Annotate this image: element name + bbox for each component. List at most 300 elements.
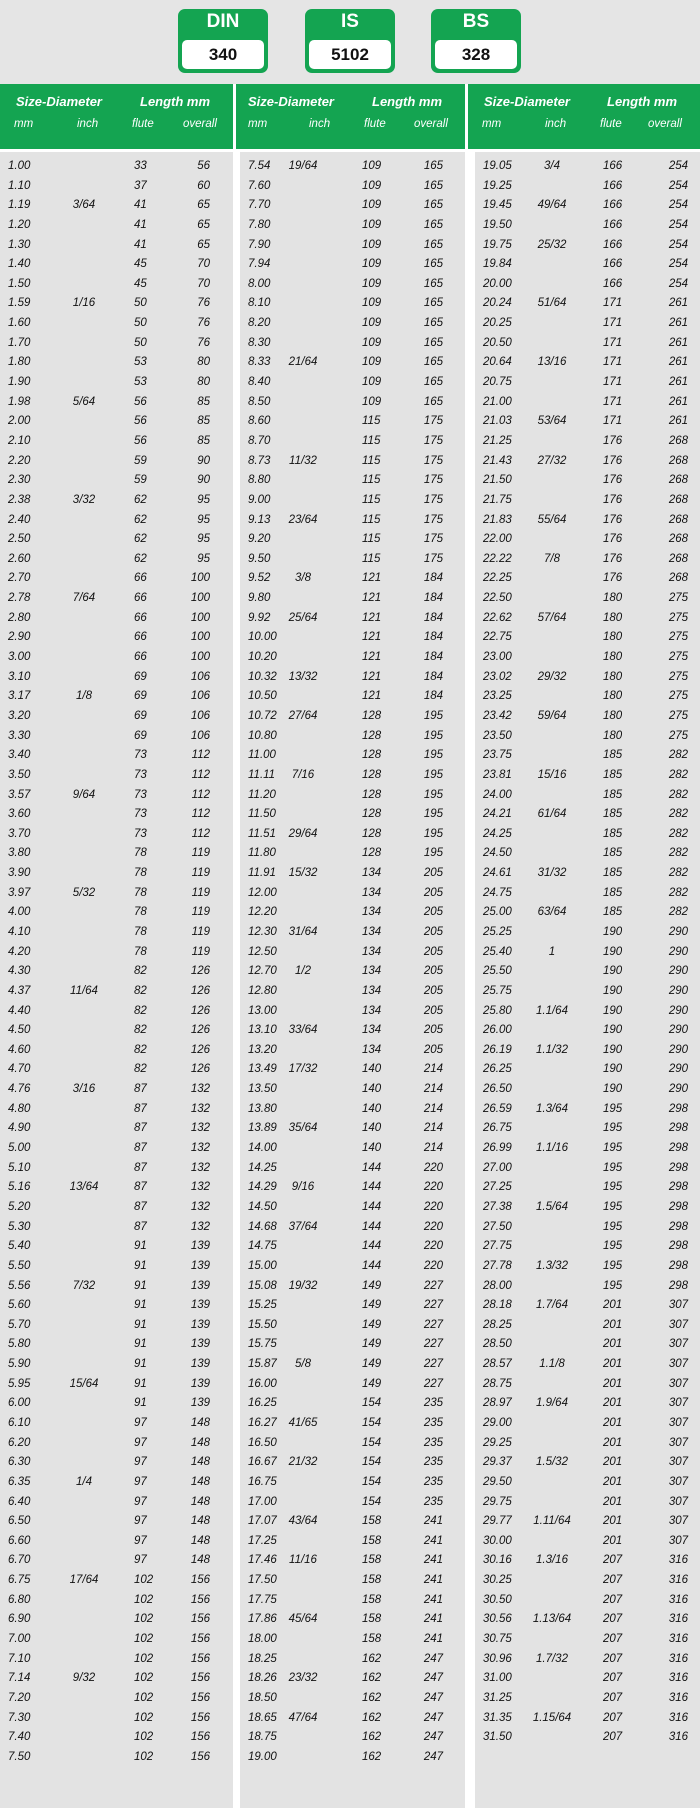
overall-length: 165 bbox=[423, 258, 443, 271]
table-row bbox=[475, 511, 700, 531]
overall-length: 119 bbox=[191, 886, 210, 899]
flute-length: 121 bbox=[362, 670, 382, 683]
overall-length: 227 bbox=[423, 1299, 443, 1312]
size-mm: 21.43 bbox=[483, 454, 512, 467]
overall-length: 290 bbox=[668, 984, 688, 997]
size-mm: 5.95 bbox=[8, 1377, 31, 1390]
size-inch: 3/8 bbox=[295, 572, 311, 585]
flute-length: 87 bbox=[134, 1181, 147, 1194]
table-row bbox=[0, 196, 233, 216]
size-mm: 3.70 bbox=[8, 827, 31, 840]
size-mm: 7.94 bbox=[248, 258, 271, 271]
size-mm: 12.00 bbox=[248, 886, 277, 899]
overall-length: 282 bbox=[668, 847, 688, 860]
flute-length: 201 bbox=[603, 1397, 623, 1410]
flute-length: 201 bbox=[603, 1299, 623, 1312]
size-mm: 6.70 bbox=[8, 1554, 31, 1567]
overall-length: 227 bbox=[423, 1358, 443, 1371]
size-inch: 5/32 bbox=[72, 886, 96, 899]
table-row bbox=[475, 1041, 700, 1061]
size-inch: 29/64 bbox=[288, 827, 318, 840]
overall-length: 298 bbox=[668, 1279, 688, 1292]
size-mm: 11.51 bbox=[248, 827, 276, 840]
size-mm: 5.80 bbox=[8, 1338, 31, 1351]
table-rows bbox=[475, 157, 700, 1748]
table-row bbox=[240, 1669, 465, 1689]
flute-length: 109 bbox=[362, 395, 382, 408]
flute-length: 66 bbox=[134, 631, 147, 644]
size-mm: 8.60 bbox=[248, 415, 271, 428]
flute-length: 115 bbox=[362, 533, 381, 546]
table-row bbox=[475, 373, 700, 393]
table-row bbox=[475, 334, 700, 354]
table-row bbox=[475, 648, 700, 668]
size-mm: 16.25 bbox=[248, 1397, 277, 1410]
flute-length: 180 bbox=[603, 670, 623, 683]
flute-length: 195 bbox=[603, 1142, 623, 1155]
flute-length: 91 bbox=[134, 1338, 147, 1351]
size-mm: 2.50 bbox=[8, 533, 31, 546]
table-row bbox=[475, 864, 700, 884]
overall-length: 184 bbox=[423, 592, 443, 605]
table-row bbox=[475, 1119, 700, 1139]
overall-length: 195 bbox=[423, 788, 443, 801]
size-mm: 15.25 bbox=[248, 1299, 277, 1312]
overall-length: 307 bbox=[668, 1495, 688, 1508]
overall-length: 106 bbox=[190, 690, 210, 703]
size-mm: 30.75 bbox=[483, 1633, 512, 1646]
flute-length: 176 bbox=[603, 572, 623, 585]
size-inch: 35/64 bbox=[288, 1122, 318, 1135]
flute-length: 166 bbox=[603, 238, 623, 251]
table-row bbox=[475, 1434, 700, 1454]
table-row bbox=[0, 1257, 233, 1277]
table-row bbox=[0, 1355, 233, 1375]
header-overall: overall bbox=[414, 118, 448, 130]
table-row bbox=[0, 1689, 233, 1709]
table-row bbox=[475, 1709, 700, 1729]
size-mm: 20.25 bbox=[483, 317, 512, 330]
size-inch: 9/32 bbox=[72, 1672, 96, 1685]
size-mm: 28.50 bbox=[483, 1338, 512, 1351]
table-row bbox=[240, 1414, 465, 1434]
flute-length: 140 bbox=[362, 1102, 382, 1115]
flute-length: 128 bbox=[362, 827, 382, 840]
table-row bbox=[240, 1689, 465, 1709]
size-mm: 19.45 bbox=[483, 199, 512, 212]
size-mm: 27.50 bbox=[483, 1220, 512, 1233]
size-mm: 11.20 bbox=[248, 788, 276, 801]
size-mm: 28.25 bbox=[483, 1318, 512, 1331]
flute-length: 140 bbox=[362, 1142, 382, 1155]
flute-length: 78 bbox=[134, 945, 147, 958]
size-mm: 2.30 bbox=[8, 474, 31, 487]
flute-length: 128 bbox=[362, 847, 382, 860]
size-inch: 23/32 bbox=[288, 1672, 318, 1685]
flute-length: 97 bbox=[134, 1495, 147, 1508]
flute-length: 201 bbox=[603, 1377, 623, 1390]
size-mm: 19.84 bbox=[483, 258, 512, 271]
table-header-3 bbox=[468, 84, 700, 149]
overall-length: 95 bbox=[197, 493, 210, 506]
flute-length: 56 bbox=[134, 415, 147, 428]
overall-length: 275 bbox=[668, 690, 688, 703]
table-row bbox=[475, 962, 700, 982]
size-mm: 24.25 bbox=[483, 827, 512, 840]
overall-length: 241 bbox=[423, 1593, 443, 1606]
table-row bbox=[475, 196, 700, 216]
overall-length: 85 bbox=[197, 434, 210, 447]
table-row bbox=[475, 805, 700, 825]
size-mm: 28.18 bbox=[483, 1299, 512, 1312]
overall-length: 205 bbox=[423, 1043, 443, 1056]
flute-length: 73 bbox=[134, 808, 147, 821]
flute-length: 87 bbox=[134, 1220, 147, 1233]
flute-length: 144 bbox=[362, 1161, 382, 1174]
overall-length: 65 bbox=[197, 238, 210, 251]
size-mm: 25.80 bbox=[483, 1004, 512, 1017]
overall-length: 195 bbox=[423, 768, 443, 781]
size-inch: 49/64 bbox=[537, 199, 567, 212]
flute-length: 87 bbox=[134, 1122, 147, 1135]
size-mm: 6.10 bbox=[8, 1417, 31, 1429]
table-row bbox=[0, 1551, 233, 1571]
overall-length: 220 bbox=[423, 1240, 443, 1253]
flute-length: 162 bbox=[362, 1711, 382, 1724]
size-mm: 15.08 bbox=[248, 1279, 277, 1292]
flute-length: 171 bbox=[603, 297, 623, 310]
overall-length: 165 bbox=[423, 218, 443, 231]
flute-length: 166 bbox=[603, 160, 623, 172]
size-inch: 1/8 bbox=[76, 690, 92, 703]
size-mm: 31.25 bbox=[483, 1691, 512, 1704]
overall-length: 247 bbox=[423, 1731, 443, 1744]
table-row bbox=[475, 687, 700, 707]
header-length-mm: Length mm bbox=[607, 94, 678, 109]
table-row bbox=[240, 452, 465, 472]
overall-length: 148 bbox=[190, 1456, 210, 1469]
size-mm: 18.65 bbox=[248, 1711, 277, 1724]
overall-length: 316 bbox=[668, 1731, 688, 1744]
overall-length: 165 bbox=[423, 356, 443, 369]
overall-length: 56 bbox=[197, 160, 210, 172]
overall-length: 126 bbox=[190, 1004, 210, 1017]
flute-length: 37 bbox=[134, 179, 147, 192]
overall-length: 261 bbox=[668, 395, 688, 408]
table-row bbox=[0, 1080, 233, 1100]
size-mm: 15.87 bbox=[248, 1358, 277, 1371]
size-mm: 31.50 bbox=[483, 1731, 512, 1744]
size-mm: 8.30 bbox=[248, 336, 271, 349]
flute-length: 207 bbox=[603, 1672, 623, 1685]
table-row bbox=[0, 1178, 233, 1198]
flute-length: 134 bbox=[362, 867, 382, 880]
table-row bbox=[240, 1453, 465, 1473]
table-row bbox=[475, 1237, 700, 1257]
size-inch: 1.15/64 bbox=[532, 1711, 572, 1724]
overall-length: 195 bbox=[423, 847, 443, 860]
overall-length: 254 bbox=[668, 179, 688, 192]
size-inch: 57/64 bbox=[537, 611, 567, 624]
flute-length: 201 bbox=[603, 1495, 623, 1508]
flute-length: 50 bbox=[134, 336, 147, 349]
overall-length: 316 bbox=[668, 1711, 688, 1724]
flute-length: 190 bbox=[603, 965, 623, 978]
overall-length: 156 bbox=[190, 1593, 210, 1606]
flute-length: 149 bbox=[362, 1377, 382, 1390]
standard-number: 5102 bbox=[309, 40, 391, 69]
size-inch: 33/64 bbox=[288, 1024, 318, 1037]
size-mm: 3.90 bbox=[8, 867, 31, 880]
overall-length: 241 bbox=[423, 1534, 443, 1547]
size-mm: 2.00 bbox=[8, 415, 31, 428]
overall-length: 268 bbox=[668, 474, 688, 487]
overall-length: 307 bbox=[668, 1338, 688, 1351]
overall-length: 290 bbox=[668, 925, 688, 938]
overall-length: 156 bbox=[190, 1574, 210, 1587]
size-mm: 16.50 bbox=[248, 1436, 277, 1449]
size-inch: 23/64 bbox=[288, 513, 318, 526]
size-mm: 7.54 bbox=[248, 160, 271, 172]
overall-length: 227 bbox=[423, 1279, 443, 1292]
overall-length: 307 bbox=[668, 1436, 688, 1449]
overall-length: 126 bbox=[190, 1063, 210, 1076]
overall-length: 195 bbox=[423, 827, 443, 840]
size-mm: 4.90 bbox=[8, 1122, 31, 1135]
table-row bbox=[240, 687, 465, 707]
overall-length: 106 bbox=[190, 729, 210, 742]
flute-length: 53 bbox=[134, 376, 147, 389]
flute-length: 176 bbox=[603, 454, 623, 467]
standard-badge-bs bbox=[431, 9, 521, 73]
overall-length: 148 bbox=[190, 1495, 210, 1508]
flute-length: 134 bbox=[362, 1004, 382, 1017]
flute-length: 171 bbox=[603, 415, 623, 428]
overall-length: 282 bbox=[668, 808, 688, 821]
flute-length: 149 bbox=[362, 1318, 382, 1331]
size-mm: 4.50 bbox=[8, 1024, 31, 1037]
table-row bbox=[240, 1139, 465, 1159]
flute-length: 176 bbox=[603, 434, 623, 447]
size-mm: 22.50 bbox=[483, 592, 512, 605]
flute-length: 121 bbox=[362, 690, 382, 703]
flute-length: 78 bbox=[134, 847, 147, 860]
table-row bbox=[475, 1473, 700, 1493]
size-inch: 31/32 bbox=[537, 867, 567, 880]
size-mm: 19.50 bbox=[483, 218, 512, 231]
overall-length: 268 bbox=[668, 493, 688, 506]
size-mm: 11.00 bbox=[248, 749, 276, 762]
overall-length: 165 bbox=[423, 336, 443, 349]
table-row bbox=[0, 471, 233, 491]
size-mm: 19.05 bbox=[483, 160, 512, 172]
table-row bbox=[0, 786, 233, 806]
size-inch: 1.13/64 bbox=[532, 1613, 572, 1626]
table-row bbox=[475, 1669, 700, 1689]
overall-length: 282 bbox=[668, 768, 688, 781]
flute-length: 91 bbox=[134, 1240, 147, 1253]
table-row bbox=[0, 1237, 233, 1257]
size-mm: 13.00 bbox=[248, 1004, 277, 1017]
flute-length: 78 bbox=[134, 925, 147, 938]
table-row bbox=[0, 1021, 233, 1041]
table-row bbox=[475, 530, 700, 550]
table-row bbox=[0, 668, 233, 688]
size-mm: 21.83 bbox=[483, 513, 512, 526]
overall-length: 316 bbox=[668, 1574, 688, 1587]
size-mm: 3.17 bbox=[8, 690, 31, 703]
table-row bbox=[240, 628, 465, 648]
size-mm: 3.10 bbox=[8, 670, 31, 683]
overall-length: 247 bbox=[423, 1691, 443, 1704]
size-inch: 63/64 bbox=[537, 906, 567, 919]
size-mm: 15.50 bbox=[248, 1318, 277, 1331]
table-row bbox=[240, 550, 465, 570]
overall-length: 275 bbox=[668, 651, 688, 664]
flute-length: 66 bbox=[134, 651, 147, 664]
flute-length: 82 bbox=[134, 1004, 147, 1017]
overall-length: 165 bbox=[423, 179, 443, 192]
table-row bbox=[475, 1060, 700, 1080]
flute-length: 128 bbox=[362, 729, 382, 742]
overall-length: 316 bbox=[668, 1554, 688, 1567]
overall-length: 119 bbox=[191, 867, 210, 880]
flute-length: 134 bbox=[362, 984, 382, 997]
flute-length: 144 bbox=[362, 1259, 382, 1272]
size-mm: 6.20 bbox=[8, 1436, 31, 1449]
size-inch: 19/64 bbox=[288, 160, 318, 172]
overall-length: 298 bbox=[668, 1181, 688, 1194]
overall-length: 100 bbox=[190, 651, 210, 664]
table-row bbox=[0, 982, 233, 1002]
flute-length: 171 bbox=[603, 336, 623, 349]
overall-length: 184 bbox=[423, 631, 443, 644]
flute-length: 102 bbox=[134, 1593, 154, 1606]
overall-length: 80 bbox=[197, 356, 210, 369]
flute-length: 109 bbox=[362, 317, 382, 330]
table-row bbox=[475, 1296, 700, 1316]
table-row bbox=[475, 1159, 700, 1179]
table-row bbox=[240, 1296, 465, 1316]
flute-length: 97 bbox=[134, 1417, 147, 1429]
table-row bbox=[240, 1355, 465, 1375]
size-mm: 14.25 bbox=[248, 1161, 277, 1174]
size-mm: 10.50 bbox=[248, 690, 277, 703]
flute-length: 144 bbox=[362, 1240, 382, 1253]
size-mm: 2.40 bbox=[8, 513, 31, 526]
overall-length: 195 bbox=[423, 729, 443, 742]
overall-length: 100 bbox=[190, 611, 210, 624]
flute-length: 102 bbox=[134, 1672, 154, 1685]
size-inch: 7/16 bbox=[291, 768, 315, 781]
flute-length: 56 bbox=[134, 395, 147, 408]
header-flute: flute bbox=[600, 118, 622, 130]
overall-length: 100 bbox=[190, 572, 210, 585]
overall-length: 165 bbox=[423, 297, 443, 310]
table-row bbox=[240, 314, 465, 334]
table-row bbox=[0, 687, 233, 707]
overall-length: 156 bbox=[190, 1731, 210, 1744]
flute-length: 109 bbox=[362, 238, 382, 251]
size-mm: 7.60 bbox=[248, 179, 271, 192]
table-row bbox=[0, 648, 233, 668]
overall-length: 235 bbox=[423, 1417, 443, 1429]
flute-length: 166 bbox=[603, 199, 623, 212]
flute-length: 121 bbox=[362, 592, 382, 605]
size-mm: 7.40 bbox=[8, 1731, 31, 1744]
flute-length: 102 bbox=[134, 1652, 154, 1665]
overall-length: 298 bbox=[668, 1220, 688, 1233]
overall-length: 139 bbox=[190, 1338, 210, 1351]
table-row bbox=[0, 903, 233, 923]
size-mm: 21.03 bbox=[483, 415, 512, 428]
flute-length: 50 bbox=[134, 317, 147, 330]
size-inch: 25/64 bbox=[288, 611, 318, 624]
overall-length: 175 bbox=[423, 454, 443, 467]
table-row bbox=[240, 1080, 465, 1100]
overall-length: 268 bbox=[668, 434, 688, 447]
flute-length: 41 bbox=[134, 218, 147, 231]
table-row bbox=[0, 1198, 233, 1218]
size-mm: 26.99 bbox=[483, 1142, 512, 1155]
table-row bbox=[0, 1493, 233, 1513]
size-mm: 5.56 bbox=[8, 1279, 31, 1292]
size-mm: 28.57 bbox=[483, 1358, 512, 1371]
flute-length: 41 bbox=[134, 199, 147, 212]
table-row bbox=[475, 844, 700, 864]
table-row bbox=[475, 1002, 700, 1022]
table-rows bbox=[240, 157, 465, 1768]
size-mm: 27.38 bbox=[483, 1200, 512, 1213]
flute-length: 180 bbox=[603, 729, 623, 742]
overall-length: 307 bbox=[668, 1515, 688, 1528]
table-row bbox=[240, 196, 465, 216]
overall-length: 235 bbox=[423, 1397, 443, 1410]
table-row bbox=[475, 1335, 700, 1355]
size-mm: 11.80 bbox=[248, 847, 276, 860]
size-mm: 1.00 bbox=[8, 160, 31, 172]
overall-length: 298 bbox=[668, 1200, 688, 1213]
overall-length: 132 bbox=[190, 1200, 210, 1213]
flute-length: 201 bbox=[603, 1318, 623, 1331]
overall-length: 156 bbox=[190, 1633, 210, 1646]
size-mm: 4.76 bbox=[8, 1083, 31, 1096]
table-row bbox=[475, 353, 700, 373]
size-inch: 11/64 bbox=[70, 984, 98, 997]
overall-length: 148 bbox=[190, 1515, 210, 1528]
overall-length: 106 bbox=[190, 709, 210, 722]
table-row bbox=[240, 530, 465, 550]
flute-length: 121 bbox=[362, 611, 382, 624]
standard-badge-din bbox=[178, 9, 268, 73]
flute-length: 66 bbox=[134, 592, 147, 605]
flute-length: 73 bbox=[134, 827, 147, 840]
overall-length: 235 bbox=[423, 1456, 443, 1469]
overall-length: 156 bbox=[190, 1711, 210, 1724]
flute-length: 185 bbox=[603, 867, 623, 880]
table-row bbox=[475, 609, 700, 629]
flute-length: 91 bbox=[134, 1259, 147, 1272]
size-mm: 25.50 bbox=[483, 965, 512, 978]
size-mm: 5.30 bbox=[8, 1220, 31, 1233]
size-inch: 1.7/64 bbox=[536, 1299, 568, 1312]
table-row bbox=[240, 432, 465, 452]
flute-length: 73 bbox=[134, 788, 147, 801]
overall-length: 254 bbox=[668, 199, 688, 212]
table-row bbox=[240, 923, 465, 943]
flute-length: 87 bbox=[134, 1161, 147, 1174]
size-mm: 2.70 bbox=[8, 572, 31, 585]
